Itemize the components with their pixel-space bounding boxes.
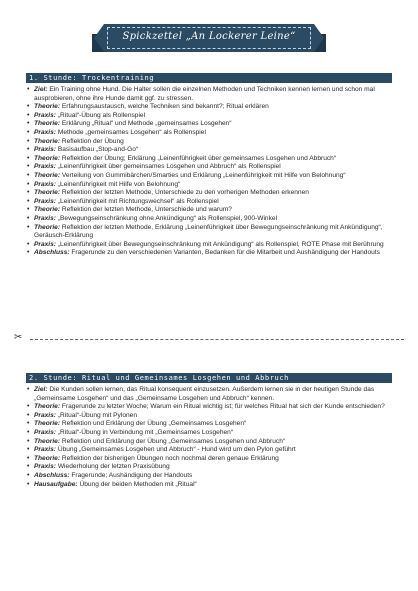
bullet-icon: • — [27, 154, 30, 162]
item-label: Theorie: — [34, 171, 61, 179]
item-label: Praxis: — [34, 197, 56, 205]
item-text: Die Kunden sollen lernen, das Ritual konsequent einzusetzen. Außerdem lernen sie in der heutigen Stunde das „Gemeinsame Losgehen“ und das „Gemeinsame Losgehen und Abbruch“ kennen. — [34, 386, 375, 402]
bullet-icon: • — [27, 403, 30, 411]
item-text: Fragerunde; Aushändigung der Handouts — [69, 471, 193, 479]
item-label: Abschluss: — [34, 471, 70, 479]
list-item — [26, 155, 394, 164]
item-label: Theorie: — [34, 103, 61, 111]
dashed-divider — [30, 339, 404, 340]
item-text: Reflektion der letzten Methode, Unterschiede und warum? — [60, 206, 232, 214]
list-item — [26, 172, 394, 181]
list-item — [26, 103, 394, 112]
item-label: Theorie: — [34, 454, 61, 462]
item-label: Theorie: — [34, 437, 61, 445]
item-text: „Ritual“-Übung mit Pylonen — [56, 411, 137, 419]
item-text: Reflektion der letzten Methode, Unterschiede zu den vorherigen Methoden erkennen — [60, 189, 309, 197]
section-heading-text: 1. Stunde: Trockentraining — [29, 74, 155, 82]
list-item — [26, 224, 394, 241]
item-label: Abschluss: — [34, 249, 70, 257]
item-label: Praxis: — [34, 180, 56, 188]
list-item — [26, 455, 394, 464]
list-item — [26, 86, 394, 103]
item-label: Theorie: — [34, 120, 61, 128]
list-item — [26, 446, 394, 455]
item-label: Praxis: — [34, 163, 56, 171]
item-text: Erfahrungsaustausch, welche Techniken sind bekannt?; Ritual erklären — [60, 103, 269, 111]
item-label: Praxis: — [34, 146, 56, 154]
item-label: Praxis: — [34, 411, 56, 419]
item-label: Theorie: — [34, 206, 61, 214]
list-item — [26, 386, 394, 403]
item-label: Theorie: — [34, 154, 61, 162]
item-text: Methode „gemeinsames Losgehen“ als Rollenspiel — [56, 128, 206, 136]
item-text: Fragerunde zu den verschiedenen Varianten, Bedanken für die Mitarbeit und Aushändigung der Handouts — [69, 249, 380, 257]
item-label: Praxis: — [34, 428, 56, 436]
list-item — [26, 463, 394, 472]
item-text: Erklärung „Ritual“ und Methode „gemeinsames Losgehen“ — [60, 120, 232, 128]
bullet-icon: • — [27, 128, 30, 136]
item-text: Verteilung von Gummibärchen/Smarties und Erklärung „Leinenführigkeit mit Hilfe von Belohnung“ — [60, 171, 346, 179]
list-item — [26, 181, 394, 190]
bullet-icon: • — [27, 86, 30, 93]
bullet-icon: • — [27, 249, 30, 257]
bullet-icon: • — [27, 197, 30, 205]
item-text: „Leinenführigkeit mit Richtungswechsel“ als Rollenspiel — [56, 197, 219, 205]
item-text: „Leinenführigkeit mit Hilfe von Belohnung“ — [56, 180, 181, 188]
section-heading-1 — [26, 73, 392, 83]
item-label: Theorie: — [34, 403, 61, 411]
lesson-list-1 — [26, 86, 394, 258]
bullet-icon: • — [27, 214, 30, 222]
list-item — [26, 189, 394, 198]
section-heading-text: 2. Stunde: Ritual und Gemeinsames Losgehen und Abbruch — [29, 374, 289, 382]
item-text: „Ritual“-Übung in Verbindung mit „Gemeinsames Losgehen“ — [56, 428, 234, 436]
bullet-icon: • — [27, 428, 30, 436]
bullet-icon: • — [27, 137, 30, 145]
list-item — [26, 215, 394, 224]
item-text: „Bewegungseinschränkung ohne Ankündigung“ als Rollenspiel, 900-Winkel — [56, 214, 278, 222]
scissors-icon: ✂ — [14, 332, 23, 343]
bullet-icon: • — [27, 240, 30, 248]
item-label: Praxis: — [34, 128, 56, 136]
item-label: Praxis: — [34, 240, 56, 248]
item-text: Übung der beiden Methoden mit „Ritual“ — [77, 480, 197, 488]
list-item — [26, 120, 394, 129]
bullet-icon: • — [27, 471, 30, 479]
item-text: „Leinenführigkeit über gemeinsames Losgehen und Abbruch“ als Rollenspiel — [56, 163, 281, 171]
item-text: Reflektion und Erklärung der Übung „Gemeinsames Losgehen und Abbruch“ — [60, 437, 286, 445]
item-text: „Leinenführigkeit über Bewegungseinschränkung mit Ankündigung“ als Rollenspiel, ROTE Phase mit Berührung — [56, 240, 384, 248]
cut-line — [14, 334, 404, 344]
list-item — [26, 206, 394, 215]
bullet-icon: • — [27, 454, 30, 462]
item-text: Reflektion der bisherigen Übungen noch nochmal deren genaue Erklärung — [60, 454, 279, 462]
list-item — [26, 138, 394, 147]
section-heading-2 — [26, 373, 392, 383]
bullet-icon: • — [27, 411, 30, 419]
list-item — [26, 249, 394, 258]
list-item — [26, 198, 394, 207]
bullet-icon: • — [27, 386, 30, 393]
title-banner — [0, 24, 418, 64]
item-label: Praxis: — [34, 463, 56, 471]
item-text: Fragerunde zu letzter Woche; Warum ein Ritual wichtig ist; für welches Ritual hat sich der Kunde entschieden? — [60, 403, 385, 411]
bullet-icon: • — [27, 437, 30, 445]
item-text: Reflektion der letzten Methode, Erklärung „Leinenführigkeit über Bewegungseinschränkung mit Ankündigung“, Geräusch-Erklärung — [34, 223, 383, 240]
item-text: „Ritual“-Übung als Rollenspiel — [56, 111, 146, 119]
page-title: Spickzettel „An Lockerer Leine“ — [122, 31, 296, 42]
bullet-icon: • — [27, 146, 30, 154]
item-text: Wiederholung der letzten Praxisübung — [56, 463, 170, 471]
bullet-icon: • — [27, 189, 30, 197]
item-label: Ziel: — [34, 386, 48, 393]
item-text: Ein Training ohne Hund. Die Halter sollen die einzelnen Methoden und Techniken kennen lernen und schon mal ausprobieren, ohne ihre Hunde damit ggf. zu stressen. — [34, 86, 375, 102]
bullet-icon: • — [27, 463, 30, 471]
item-text: Reflektion und Erklärung der Übung „Gemeinsames Losgehen“ — [60, 420, 247, 428]
bullet-icon: • — [27, 480, 30, 488]
list-item — [26, 472, 394, 481]
item-text: Basisaufbau „Stop-and-Go“ — [56, 146, 139, 154]
list-item — [26, 481, 394, 490]
item-text: Reflektion der Übung; Erklärung „Leinenführigkeit über gemeinsames Losgehen und Abbruch“ — [60, 154, 337, 162]
bullet-icon: • — [27, 111, 30, 119]
item-label: Theorie: — [34, 137, 61, 145]
bullet-icon: • — [27, 420, 30, 428]
bullet-icon: • — [27, 120, 30, 128]
bullet-icon: • — [27, 180, 30, 188]
list-item — [26, 429, 394, 438]
list-item — [26, 241, 394, 250]
item-label: Ziel: — [34, 86, 48, 93]
list-item — [26, 403, 394, 412]
list-item — [26, 163, 394, 172]
item-label: Theorie: — [34, 223, 61, 231]
bullet-icon: • — [27, 446, 30, 454]
bullet-icon: • — [27, 206, 30, 214]
item-label: Theorie: — [34, 420, 61, 428]
list-item — [26, 438, 394, 447]
item-text: Reflektion der Übung — [60, 137, 124, 145]
bullet-icon: • — [27, 171, 30, 179]
item-label: Praxis: — [34, 111, 56, 119]
bullet-icon: • — [27, 223, 30, 231]
item-label: Praxis: — [34, 214, 56, 222]
item-text: Übung „Gemeinsames Losgehen und Abbruch“ - Hund wird um den Pylon geführt — [56, 446, 296, 454]
item-label: Theorie: — [34, 189, 61, 197]
item-label: Praxis: — [34, 446, 56, 454]
bullet-icon: • — [27, 163, 30, 171]
banner-ribbon — [104, 24, 314, 52]
list-item — [26, 129, 394, 138]
list-item — [26, 146, 394, 155]
bullet-icon: • — [27, 103, 30, 111]
item-label: Hausaufgabe: — [34, 480, 78, 488]
list-item — [26, 420, 394, 429]
list-item — [26, 112, 394, 121]
lesson-list-2 — [26, 386, 394, 489]
